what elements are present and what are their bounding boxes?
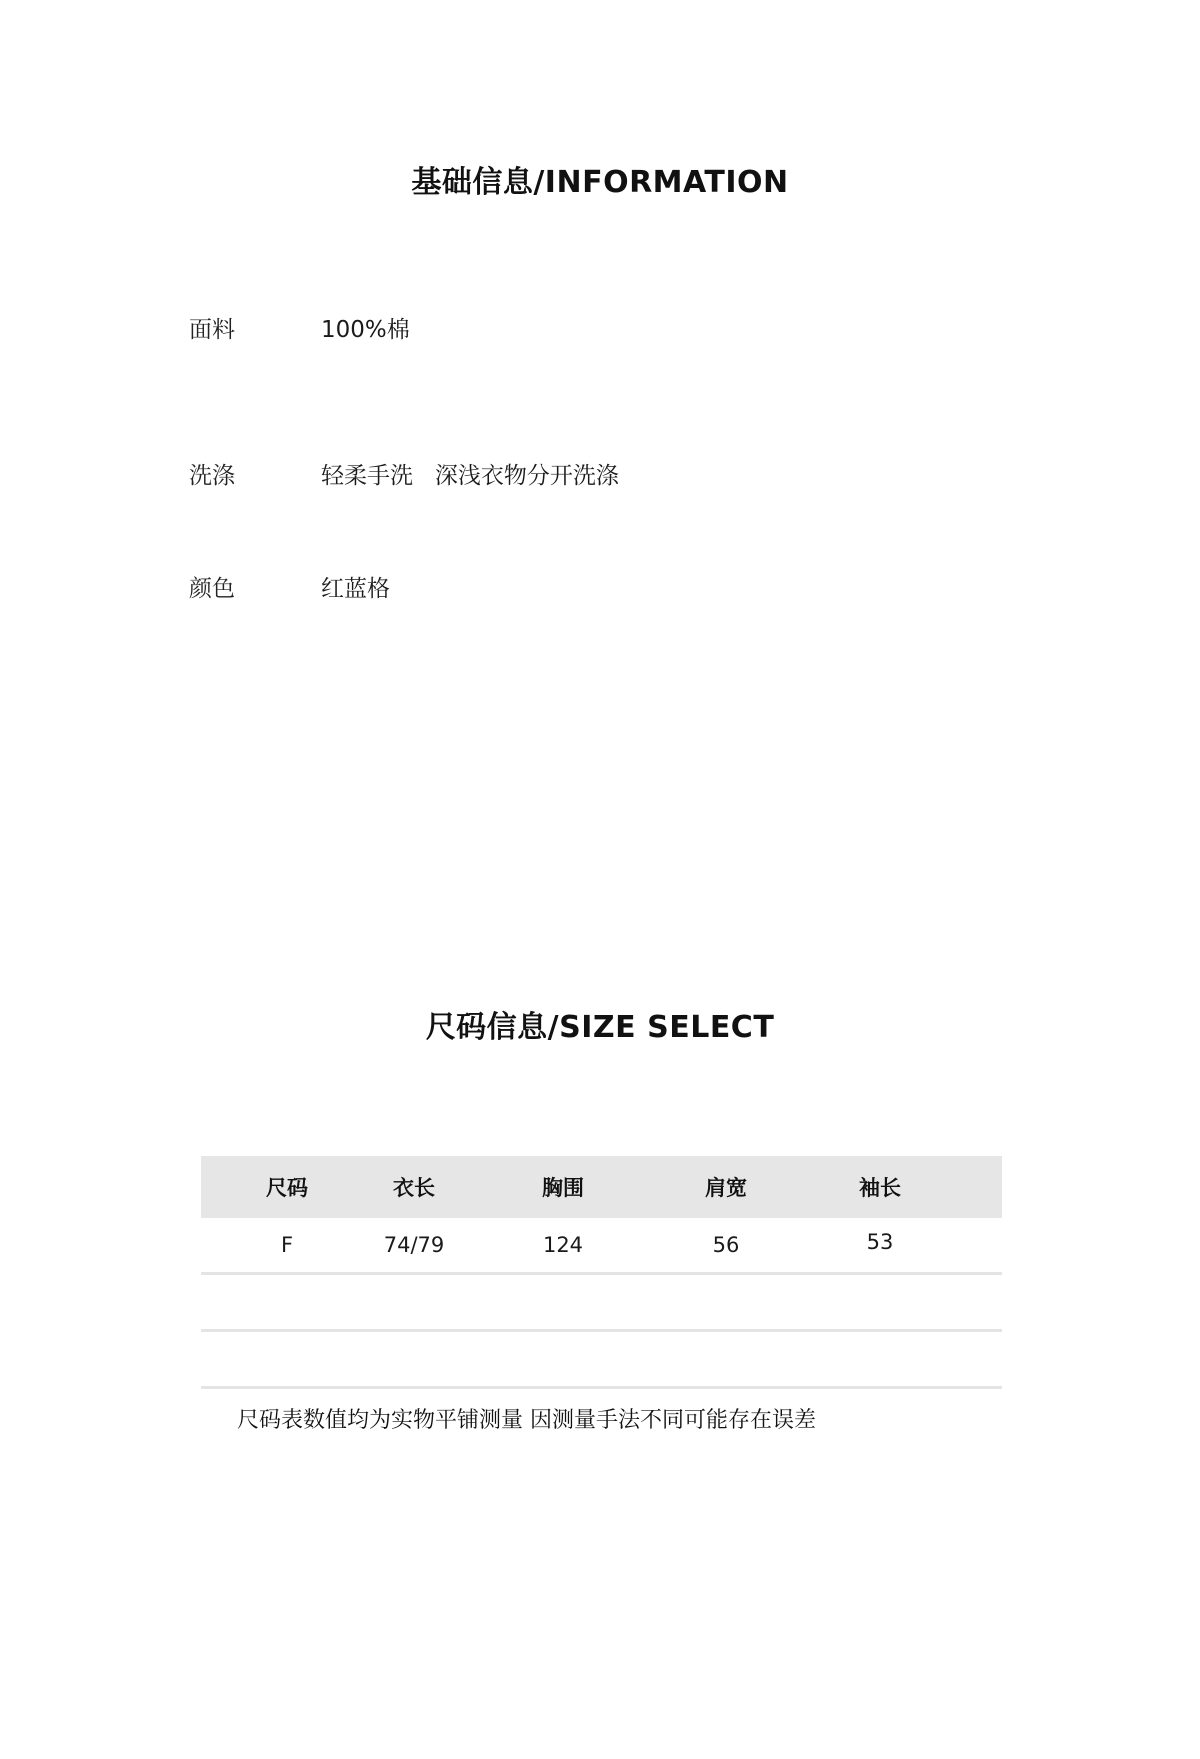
table-row — [201, 1218, 1002, 1275]
cell-sleeve: 53 — [866, 1230, 894, 1254]
header-length: 衣长 — [393, 1176, 435, 1200]
cell-size: F — [280, 1233, 294, 1257]
fabric-value: 100%棉 — [321, 316, 410, 343]
header-sleeve: 袖长 — [859, 1176, 901, 1200]
size-title: 尺码信息/SIZE SELECT — [425, 1010, 775, 1045]
color-value: 红蓝格 — [321, 575, 390, 602]
washing-label: 洗涤 — [189, 462, 235, 489]
empty-table-row — [201, 1275, 1002, 1332]
size-table — [201, 1156, 1002, 1389]
info-row-color — [189, 568, 390, 604]
fabric-label: 面料 — [189, 316, 235, 343]
header-bust: 胸围 — [542, 1176, 584, 1200]
information-title: 基础信息/INFORMATION — [411, 165, 789, 200]
empty-table-row — [201, 1332, 1002, 1389]
washing-value: 轻柔手洗 深浅衣物分开洗涤 — [321, 462, 619, 489]
header-shoulder: 肩宽 — [705, 1176, 747, 1200]
color-label: 颜色 — [189, 575, 235, 602]
header-size: 尺码 — [266, 1176, 308, 1200]
cell-bust: 124 — [542, 1233, 584, 1257]
measurement-note: 尺码表数值均为实物平铺测量 因测量手法不同可能存在误差 — [237, 1408, 816, 1433]
size-table-header — [201, 1156, 1002, 1218]
cell-length: 74/79 — [383, 1233, 445, 1257]
info-row-washing — [189, 455, 619, 491]
cell-shoulder: 56 — [712, 1233, 740, 1257]
info-row-fabric — [189, 309, 410, 345]
